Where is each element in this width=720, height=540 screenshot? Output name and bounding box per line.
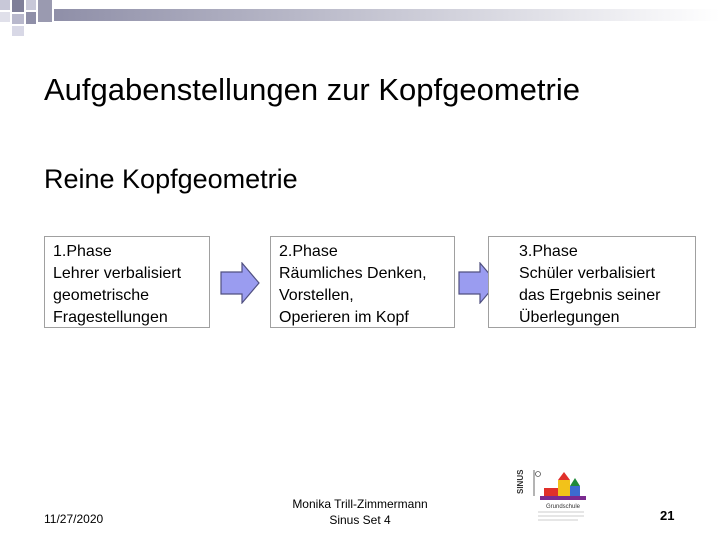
phase-1-heading: 1.Phase [53, 243, 112, 260]
phase-2-line-4: Operieren im Kopf [279, 309, 409, 326]
right-arrow-icon [220, 262, 260, 304]
phase-1-line-2: Lehrer verbalisiert [53, 265, 182, 282]
header-decoration [0, 0, 720, 40]
phase-2-line-2: Räumliches Denken, [279, 265, 427, 282]
footer-set: Sinus Set 4 [329, 513, 391, 527]
phase-3-line-4: Überlegungen [519, 309, 620, 326]
phase-3-line-3: das Ergebnis seiner [519, 287, 661, 304]
phase-2-line-3: Vorstellen, [279, 287, 354, 304]
slide-subtitle: Reine Kopfgeometrie [44, 164, 298, 194]
phase-3-heading: 3.Phase [519, 243, 578, 260]
svg-text:SINUS: SINUS [516, 469, 525, 494]
phase-1-line-3: geometrische [53, 287, 150, 304]
svg-text:Grundschule: Grundschule [546, 504, 581, 510]
phase-1-line-4: Fragestellungen [53, 309, 168, 326]
phase-box-2 [270, 236, 455, 328]
page-number: 21 [660, 508, 675, 523]
footer-author: Monika Trill-Zimmermann [292, 497, 428, 511]
phase-box-1 [44, 236, 210, 328]
phase-2-heading: 2.Phase [279, 243, 338, 260]
sinus-grundschule-logo [514, 466, 596, 528]
footer-date: 11/27/2020 [44, 512, 104, 526]
phase-box-3 [488, 236, 696, 328]
footer-author-block [282, 496, 438, 528]
phase-3-line-2: Schüler verbalisiert [519, 265, 656, 282]
slide-title: Aufgabenstellungen zur Kopfgeometrie [44, 72, 580, 107]
